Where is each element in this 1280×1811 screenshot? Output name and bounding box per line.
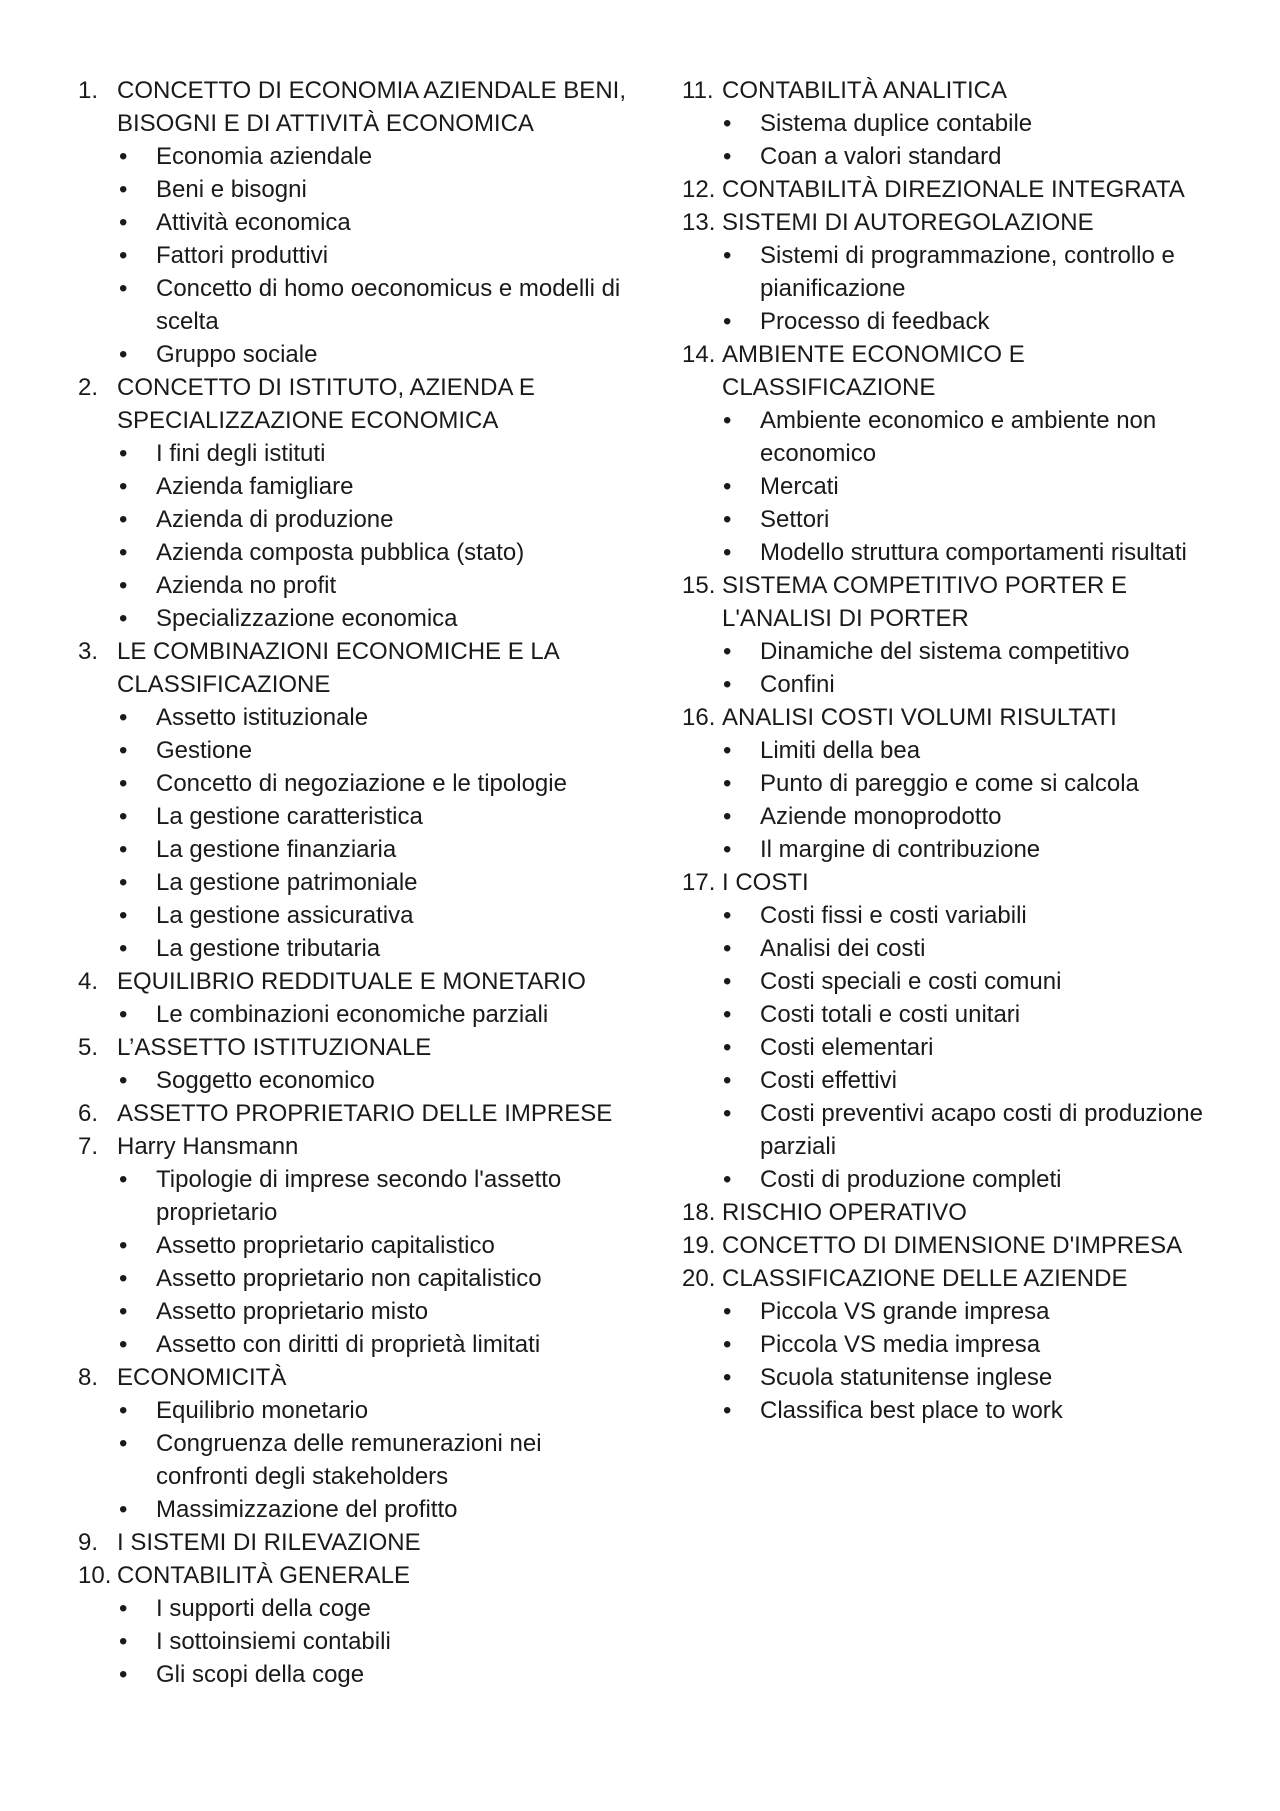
subtopic-item xyxy=(117,1229,638,1262)
subtopic-text: Piccola VS grande impresa xyxy=(760,1298,1050,1325)
bullet-icon: • xyxy=(119,440,128,467)
topic-number: 12. xyxy=(682,176,716,203)
subtopic-text: La gestione assicurativa xyxy=(156,902,414,929)
subtopic-item xyxy=(117,734,638,767)
subtopic-text: Massimizzazione del profitto xyxy=(156,1496,458,1523)
topic-item xyxy=(78,1559,638,1691)
subtopic-item xyxy=(117,338,638,371)
subtopic-text: Assetto proprietario non capitalistico xyxy=(156,1265,542,1292)
subtopic-text: Il margine di contribuzione xyxy=(760,836,1041,863)
subtopic-item xyxy=(721,305,1222,338)
bullet-icon: • xyxy=(723,1100,732,1127)
subtopic-text: Scuola statunitense inglese xyxy=(760,1364,1053,1391)
topic-title: I COSTI xyxy=(722,869,809,896)
topic-title: SISTEMA COMPETITIVO PORTER E L'ANALISI DI PORTER xyxy=(722,572,1127,632)
subtopic-text: La gestione caratteristica xyxy=(156,803,423,830)
subtopic-list xyxy=(682,107,1222,173)
topic-title: CONTABILITÀ GENERALE xyxy=(117,1562,410,1589)
topic-item xyxy=(78,74,638,371)
topic-item xyxy=(682,701,1222,866)
subtopic-text: Fattori produttivi xyxy=(156,242,329,269)
subtopic-text: Beni e bisogni xyxy=(156,176,307,203)
topic-heading xyxy=(78,1130,638,1163)
bullet-icon: • xyxy=(119,1595,128,1622)
topic-heading xyxy=(682,701,1222,734)
subtopic-item xyxy=(721,503,1222,536)
subtopic-text: Punto di pareggio e come si calcola xyxy=(760,770,1139,797)
bullet-icon: • xyxy=(723,473,732,500)
subtopic-item xyxy=(117,767,638,800)
subtopic-item xyxy=(117,173,638,206)
topic-title: CONCETTO DI ISTITUTO, AZIENDA E SPECIALIZZAZIONE ECONOMICA xyxy=(117,374,535,434)
subtopic-item xyxy=(117,998,638,1031)
subtopic-item xyxy=(721,965,1222,998)
subtopic-item xyxy=(721,1295,1222,1328)
bullet-icon: • xyxy=(119,902,128,929)
subtopic-text: Costi totali e costi unitari xyxy=(760,1001,1021,1028)
subtopic-item xyxy=(117,800,638,833)
bullet-icon: • xyxy=(723,1001,732,1028)
topic-number: 4. xyxy=(78,968,99,995)
topic-item xyxy=(78,1097,638,1130)
topic-title: RISCHIO OPERATIVO xyxy=(722,1199,967,1226)
topic-heading xyxy=(682,206,1222,239)
subtopic-item xyxy=(117,1625,638,1658)
topic-heading xyxy=(78,1361,638,1394)
topic-item xyxy=(78,371,638,635)
subtopic-text: Assetto proprietario capitalistico xyxy=(156,1232,495,1259)
topic-title: I SISTEMI DI RILEVAZIONE xyxy=(117,1529,421,1556)
subtopic-list xyxy=(78,998,638,1031)
bullet-icon: • xyxy=(119,176,128,203)
topic-item xyxy=(78,1031,638,1097)
subtopic-text: Modello struttura comportamenti risultati xyxy=(760,539,1187,566)
topic-number: 16. xyxy=(682,704,716,731)
subtopic-text: Assetto con diritti di proprietà limitati xyxy=(156,1331,541,1358)
topic-title: EQUILIBRIO REDDITUALE E MONETARIO xyxy=(117,968,586,995)
topic-title: CONCETTO DI DIMENSIONE D'IMPRESA xyxy=(722,1232,1183,1259)
topic-title: L’ASSETTO ISTITUZIONALE xyxy=(117,1034,432,1061)
topic-heading xyxy=(682,1196,1222,1229)
subtopic-list xyxy=(78,1394,638,1526)
subtopic-text: Piccola VS media impresa xyxy=(760,1331,1041,1358)
subtopic-item xyxy=(117,1493,638,1526)
bullet-icon: • xyxy=(119,704,128,731)
subtopic-item xyxy=(117,206,638,239)
subtopic-list xyxy=(78,140,638,371)
subtopic-item xyxy=(721,734,1222,767)
subtopic-text: Gestione xyxy=(156,737,253,764)
subtopic-item xyxy=(721,1361,1222,1394)
bullet-icon: • xyxy=(119,1067,128,1094)
bullet-icon: • xyxy=(119,539,128,566)
topic-item xyxy=(682,206,1222,338)
subtopic-text: Soggetto economico xyxy=(156,1067,375,1094)
bullet-icon: • xyxy=(119,572,128,599)
subtopic-item xyxy=(721,998,1222,1031)
bullet-icon: • xyxy=(723,1331,732,1358)
topic-item xyxy=(78,1130,638,1361)
subtopic-item xyxy=(721,107,1222,140)
subtopic-text: Azienda famigliare xyxy=(156,473,354,500)
bullet-icon: • xyxy=(119,1001,128,1028)
subtopic-item xyxy=(117,1295,638,1328)
subtopic-text: Azienda di produzione xyxy=(156,506,394,533)
subtopic-text: Mercati xyxy=(760,473,839,500)
topic-number: 17. xyxy=(682,869,716,896)
subtopic-text: Coan a valori standard xyxy=(760,143,1002,170)
subtopic-text: La gestione patrimoniale xyxy=(156,869,418,896)
subtopic-item xyxy=(117,1163,638,1229)
subtopic-list xyxy=(78,1064,638,1097)
bullet-icon: • xyxy=(119,1166,128,1193)
subtopic-list xyxy=(78,701,638,965)
subtopic-text: Gli scopi della coge xyxy=(156,1661,365,1688)
topic-title: CLASSIFICAZIONE DELLE AZIENDE xyxy=(722,1265,1128,1292)
subtopic-item xyxy=(721,470,1222,503)
subtopic-item xyxy=(117,899,638,932)
topic-title: CONTABILITÀ DIREZIONALE INTEGRATA xyxy=(722,176,1185,203)
topic-number: 9. xyxy=(78,1529,99,1556)
subtopic-text: Azienda no profit xyxy=(156,572,337,599)
subtopic-item xyxy=(117,239,638,272)
subtopic-item xyxy=(721,1097,1222,1163)
topic-title: ANALISI COSTI VOLUMI RISULTATI xyxy=(722,704,1117,731)
bullet-icon: • xyxy=(119,1496,128,1523)
subtopic-text: Economia aziendale xyxy=(156,143,373,170)
topic-title: Harry Hansmann xyxy=(117,1133,299,1160)
subtopic-text: Classifica best place to work xyxy=(760,1397,1063,1424)
bullet-icon: • xyxy=(723,671,732,698)
bullet-icon: • xyxy=(119,1397,128,1424)
topic-heading xyxy=(682,866,1222,899)
topic-item xyxy=(682,338,1222,569)
subtopic-text: Confini xyxy=(760,671,835,698)
topic-item xyxy=(682,74,1222,173)
topic-number: 3. xyxy=(78,638,99,665)
subtopic-list xyxy=(682,239,1222,338)
bullet-icon: • xyxy=(119,803,128,830)
subtopic-text: La gestione finanziaria xyxy=(156,836,397,863)
topic-heading xyxy=(78,1097,638,1130)
topic-heading xyxy=(682,1262,1222,1295)
subtopic-item xyxy=(721,800,1222,833)
subtopic-text: Equilibrio monetario xyxy=(156,1397,369,1424)
bullet-icon: • xyxy=(119,1265,128,1292)
subtopic-text: Gruppo sociale xyxy=(156,341,318,368)
subtopic-text: Congruenza delle remunerazioni nei confronti degli stakeholders xyxy=(156,1430,542,1490)
topic-item xyxy=(682,866,1222,1196)
bullet-icon: • xyxy=(723,407,732,434)
subtopic-text: Processo di feedback xyxy=(760,308,990,335)
topic-heading xyxy=(78,371,638,437)
topic-heading xyxy=(78,965,638,998)
subtopic-item xyxy=(721,932,1222,965)
subtopic-text: Dinamiche del sistema competitivo xyxy=(760,638,1130,665)
subtopic-item xyxy=(721,899,1222,932)
subtopic-item xyxy=(721,404,1222,470)
bullet-icon: • xyxy=(119,143,128,170)
subtopic-item xyxy=(721,833,1222,866)
bullet-icon: • xyxy=(723,803,732,830)
subtopic-list xyxy=(682,899,1222,1196)
topic-number: 13. xyxy=(682,209,716,236)
bullet-icon: • xyxy=(119,1628,128,1655)
bullet-icon: • xyxy=(119,935,128,962)
subtopic-text: Sistema duplice contabile xyxy=(760,110,1033,137)
bullet-icon: • xyxy=(723,539,732,566)
topic-heading xyxy=(78,1031,638,1064)
subtopic-text: Le combinazioni economiche parziali xyxy=(156,1001,549,1028)
subtopic-item xyxy=(117,602,638,635)
subtopic-text: Costi effettivi xyxy=(760,1067,897,1094)
topic-number: 7. xyxy=(78,1133,99,1160)
subtopic-item xyxy=(117,503,638,536)
subtopic-text: Analisi dei costi xyxy=(760,935,926,962)
subtopic-item xyxy=(117,1592,638,1625)
topic-number: 6. xyxy=(78,1100,99,1127)
subtopic-text: Concetto di homo oeconomicus e modelli di scelta xyxy=(156,275,621,335)
topic-heading xyxy=(682,569,1222,635)
subtopic-item xyxy=(721,767,1222,800)
bullet-icon: • xyxy=(723,242,732,269)
subtopic-item xyxy=(117,1064,638,1097)
bullet-icon: • xyxy=(119,341,128,368)
subtopic-list xyxy=(78,437,638,635)
subtopic-list xyxy=(682,1295,1222,1427)
topic-heading xyxy=(682,338,1222,404)
subtopic-item xyxy=(117,437,638,470)
subtopic-item xyxy=(721,239,1222,305)
bullet-icon: • xyxy=(723,143,732,170)
bullet-icon: • xyxy=(723,1397,732,1424)
topic-item xyxy=(78,635,638,965)
subtopic-item xyxy=(721,668,1222,701)
subtopic-item xyxy=(117,1658,638,1691)
topic-title: ECONOMICITÀ xyxy=(117,1364,287,1391)
bullet-icon: • xyxy=(723,836,732,863)
bullet-icon: • xyxy=(723,308,732,335)
bullet-icon: • xyxy=(119,770,128,797)
subtopic-text: Costi fissi e costi variabili xyxy=(760,902,1027,929)
bullet-icon: • xyxy=(723,1364,732,1391)
subtopic-text: Assetto proprietario misto xyxy=(156,1298,429,1325)
bullet-icon: • xyxy=(119,869,128,896)
subtopic-item xyxy=(117,1262,638,1295)
subtopic-text: Ambiente economico e ambiente non economico xyxy=(760,407,1157,467)
subtopic-text: I supporti della coge xyxy=(156,1595,371,1622)
subtopic-text: Costi preventivi acapo costi di produzione parziali xyxy=(760,1100,1203,1160)
bullet-icon: • xyxy=(119,506,128,533)
topic-title: ASSETTO PROPRIETARIO DELLE IMPRESE xyxy=(117,1100,613,1127)
subtopic-item xyxy=(721,536,1222,569)
bullet-icon: • xyxy=(119,605,128,632)
subtopic-text: Sistemi di programmazione, controllo e pianificazione xyxy=(760,242,1175,302)
topic-number: 5. xyxy=(78,1034,99,1061)
topic-heading xyxy=(682,1229,1222,1262)
topic-title: AMBIENTE ECONOMICO E CLASSIFICAZIONE xyxy=(722,341,1025,401)
topic-item xyxy=(682,569,1222,701)
bullet-icon: • xyxy=(723,638,732,665)
subtopic-item xyxy=(117,932,638,965)
subtopic-text: Tipologie di imprese secondo l'assetto proprietario xyxy=(156,1166,562,1226)
subtopic-list xyxy=(78,1163,638,1361)
topic-item xyxy=(78,1526,638,1559)
topic-item xyxy=(78,1361,638,1526)
subtopic-item xyxy=(117,1427,638,1493)
bullet-icon: • xyxy=(119,242,128,269)
subtopic-text: Settori xyxy=(760,506,830,533)
bullet-icon: • xyxy=(723,506,732,533)
bullet-icon: • xyxy=(119,209,128,236)
bullet-icon: • xyxy=(723,1166,732,1193)
bullet-icon: • xyxy=(723,1067,732,1094)
topic-item xyxy=(682,1229,1222,1262)
subtopic-text: Costi elementari xyxy=(760,1034,934,1061)
topic-heading xyxy=(78,635,638,701)
topic-list-left xyxy=(78,74,638,1691)
bullet-icon: • xyxy=(119,737,128,764)
topic-title: LE COMBINAZIONI ECONOMICHE E LA CLASSIFICAZIONE xyxy=(117,638,559,698)
subtopic-text: Concetto di negoziazione e le tipologie xyxy=(156,770,567,797)
right-column xyxy=(682,74,1222,1427)
bullet-icon: • xyxy=(119,1331,128,1358)
subtopic-item xyxy=(721,1064,1222,1097)
subtopic-text: Costi di produzione completi xyxy=(760,1166,1062,1193)
topic-number: 1. xyxy=(78,77,99,104)
subtopic-list xyxy=(78,1592,638,1691)
topic-number: 14. xyxy=(682,341,716,368)
subtopic-item xyxy=(721,1163,1222,1196)
subtopic-item xyxy=(721,1031,1222,1064)
topic-number: 20. xyxy=(682,1265,716,1292)
topic-item xyxy=(78,965,638,1031)
subtopic-list xyxy=(682,734,1222,866)
subtopic-item xyxy=(117,536,638,569)
subtopic-text: I sottoinsiemi contabili xyxy=(156,1628,391,1655)
topic-heading xyxy=(78,1559,638,1592)
topic-item xyxy=(682,1196,1222,1229)
bullet-icon: • xyxy=(723,770,732,797)
topic-heading xyxy=(78,74,638,140)
bullet-icon: • xyxy=(723,737,732,764)
subtopic-text: Aziende monoprodotto xyxy=(760,803,1002,830)
bullet-icon: • xyxy=(119,473,128,500)
topic-number: 19. xyxy=(682,1232,716,1259)
bullet-icon: • xyxy=(723,1034,732,1061)
left-column xyxy=(78,74,638,1691)
bullet-icon: • xyxy=(119,1298,128,1325)
subtopic-list xyxy=(682,635,1222,701)
subtopic-text: La gestione tributaria xyxy=(156,935,381,962)
topic-item xyxy=(682,1262,1222,1427)
subtopic-item xyxy=(721,1328,1222,1361)
subtopic-item xyxy=(117,470,638,503)
topic-number: 8. xyxy=(78,1364,99,1391)
subtopic-item xyxy=(721,635,1222,668)
topic-heading xyxy=(682,173,1222,206)
bullet-icon: • xyxy=(723,935,732,962)
topic-number: 18. xyxy=(682,1199,716,1226)
bullet-icon: • xyxy=(723,110,732,137)
bullet-icon: • xyxy=(723,902,732,929)
subtopic-item xyxy=(721,1394,1222,1427)
topic-number: 10. xyxy=(78,1562,112,1589)
topic-list-right xyxy=(682,74,1222,1427)
subtopic-text: Assetto istituzionale xyxy=(156,704,369,731)
bullet-icon: • xyxy=(119,1661,128,1688)
topic-number: 11. xyxy=(682,77,714,104)
subtopic-item xyxy=(117,866,638,899)
subtopic-item xyxy=(117,272,638,338)
topic-title: SISTEMI DI AUTOREGOLAZIONE xyxy=(722,209,1094,236)
bullet-icon: • xyxy=(723,968,732,995)
topic-title: CONCETTO DI ECONOMIA AZIENDALE BENI, BISOGNI E DI ATTIVITÀ ECONOMICA xyxy=(117,77,626,137)
topic-number: 2. xyxy=(78,374,99,401)
bullet-icon: • xyxy=(119,836,128,863)
subtopic-list xyxy=(682,404,1222,569)
subtopic-item xyxy=(117,833,638,866)
bullet-icon: • xyxy=(119,1430,128,1457)
topic-heading xyxy=(78,1526,638,1559)
subtopic-text: Specializzazione economica xyxy=(156,605,458,632)
subtopic-item xyxy=(721,140,1222,173)
subtopic-item xyxy=(117,1328,638,1361)
topic-item xyxy=(682,173,1222,206)
subtopic-text: Limiti della bea xyxy=(760,737,921,764)
subtopic-item xyxy=(117,140,638,173)
subtopic-item xyxy=(117,701,638,734)
subtopic-text: Costi speciali e costi comuni xyxy=(760,968,1062,995)
subtopic-text: I fini degli istituti xyxy=(156,440,326,467)
subtopic-item xyxy=(117,1394,638,1427)
topic-title: CONTABILITÀ ANALITICA xyxy=(722,77,1007,104)
bullet-icon: • xyxy=(723,1298,732,1325)
topic-number: 15. xyxy=(682,572,716,599)
subtopic-item xyxy=(117,569,638,602)
bullet-icon: • xyxy=(119,1232,128,1259)
topic-heading xyxy=(682,74,1222,107)
subtopic-text: Azienda composta pubblica (stato) xyxy=(156,539,525,566)
subtopic-text: Attività economica xyxy=(156,209,351,236)
bullet-icon: • xyxy=(119,275,128,302)
